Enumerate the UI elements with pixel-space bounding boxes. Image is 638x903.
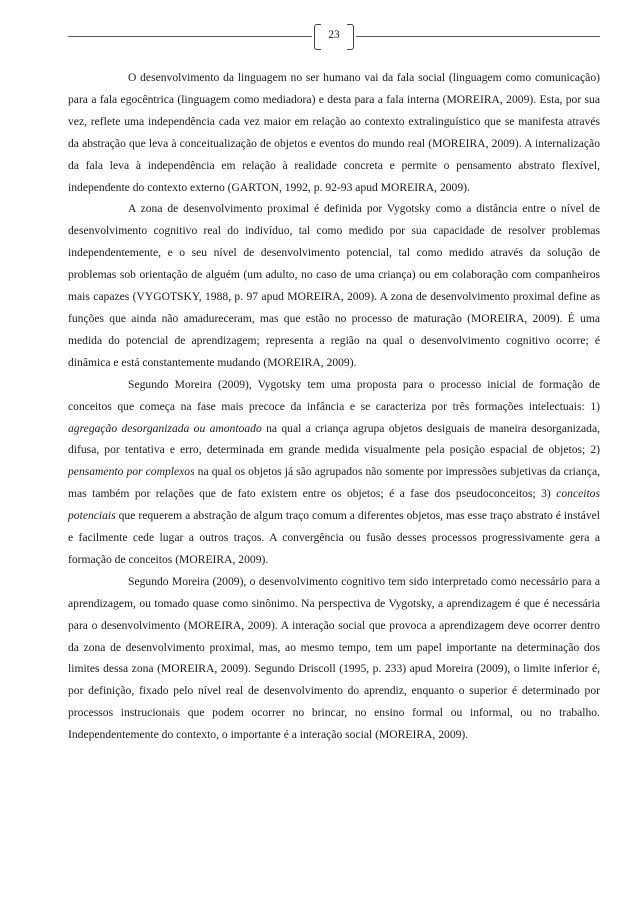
page-number: 23 xyxy=(328,29,340,41)
paragraph-3-text-4: que requerem a abstração de algum traço comum a diferentes objetos, mas esse traço abstrato é instável e facilmente cede lugar a outros traços. A convergência ou fusão desses processos progressivamente gera a formação de conceitos (MOREIRA, 2009). xyxy=(68,509,600,566)
term-pensamento-por-complexos: pensamento por complexos xyxy=(68,465,195,479)
term-conceitos-potenciais: conceitos potenciais xyxy=(68,487,600,523)
paragraph-2: A zona de desenvolvimento proximal é definida por Vygotsky como a distância entre o nível de desenvolvimento cognitivo real do indivíduo, tal como medido por sua capacidade de resolver problemas independentemente, e o seu nível de desenvolvimento potencial, tal como medido através da solução de problemas sob orientação de alguém (um adulto, no caso de uma criança) ou em colaboração com companheiros mais capazes (VYGOTSKY, 1988, p. 97 apud MOREIRA, 2009). A zona de desenvolvimento proximal define as funções que ainda não amadureceram, mas que estão no processo de maturação (MOREIRA, 2009). É uma medida do potencial de aprendizagem; representa a região na qual o desenvolvimento cognitivo ocorre; é dinâmica e está constantemente mudando (MOREIRA, 2009). xyxy=(68,202,600,369)
page-header xyxy=(68,24,600,50)
body-text xyxy=(68,67,600,746)
term-agregacao: agregação desorganizada ou amontoado xyxy=(68,421,262,435)
paragraph-1: O desenvolvimento da linguagem no ser humano vai da fala social (linguagem como comunicação) para a fala egocêntrica (linguagem como mediadora) e desta para a fala interna (MOREIRA, 2009). Esta, por sua vez, reflete uma independência cada vez maior em relação ao contexto extralinguístico que se manifesta através da abstração que leva à conceitualização de objetos e eventos do mundo real (MOREIRA, 2009). A internalização da fala leva à independência em relação à realidade concreta e permite o pensamento abstrato flexível, independente do contexto externo (GARTON, 1992, p. 92-93 apud MOREIRA, 2009). xyxy=(68,71,600,194)
header-rule-left xyxy=(68,36,312,37)
paragraph-3 xyxy=(68,374,600,571)
right-bracket-icon xyxy=(347,24,354,50)
paragraph-3-text-1: Segundo Moreira (2009), Vygotsky tem uma proposta para o processo inicial de formação de conceitos que começa na fase mais precoce da infância e se caracteriza por três formações intelectuais: 1) xyxy=(68,377,600,413)
paragraph-3-text-2: na qual a criança agrupa objetos desiguais de maneira desorganizada, difusa, por tentativa e erro, determinada em grande medida visualmente pela posição espacial de objetos; 2) xyxy=(68,421,600,457)
paragraph-4: Segundo Moreira (2009), o desenvolvimento cognitivo tem sido interpretado como necessário para a aprendizagem, ou tomado quase como sinônimo. Na perspectiva de Vygotsky, a aprendizagem é que é necessária para o desenvolvimento (MOREIRA, 2009). A interação social que provoca a aprendizagem deve ocorrer dentro da zona de desenvolvimento proximal, mas, ao mesmo tempo, tem um papel importante na determinação dos limites dessa zona (MOREIRA, 2009). Segundo Driscoll (1995, p. 233) apud Moreira (2009), o limite inferior é, por definição, fixado pelo nível real de desenvolvimento do aprendiz, enquanto o superior é determinado por processos instrucionais que podem ocorrer no brincar, no ensino formal ou informal, ou no trabalho. Independentemente do contexto, o importante é a interação social (MOREIRA, 2009). xyxy=(68,574,600,742)
header-rule-right xyxy=(356,36,600,37)
paragraph-3-text-3: na qual os objetos já são agrupados não somente por impressões subjetivas da criança, mas também por relações que de fato existem entre os objetos; é a fase dos pseudoconceitos; 3) xyxy=(68,465,600,501)
